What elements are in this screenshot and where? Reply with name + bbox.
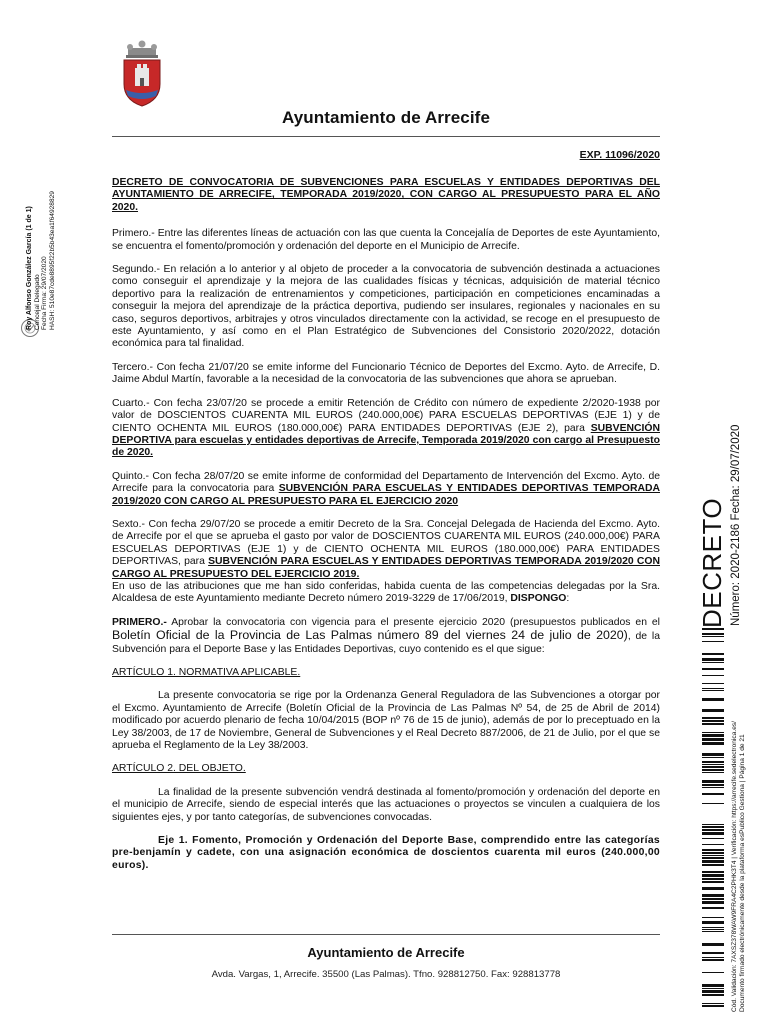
verification-platform: Documento firmado electrónicamente desde la plataforma esPublico Gestiona | Página 1 de 21 [738, 734, 746, 1012]
paragraph-quinto-text: Quinto.- Con fecha 28/07/20 se emite informe de conformidad del Departamento de Intervención del Excmo. Ayto. de Arrecife para la convocatoria para [112, 470, 660, 495]
signer-name: Roy Alfonso González García (1 de 1) [26, 206, 33, 330]
primero-text-c: , de la Subvención para el Deporte Base y las Entidades Deportivas, cuyo contenido es el que sigue: [112, 631, 660, 655]
coat-of-arms-logo [118, 38, 166, 108]
paragraph-uso-text: En uso de las atribuciones que me han sido conferidas, habida cuenta de las competencias delegadas por la Sra. Alcaldesa de este Ayuntamiento mediante Decreto número 2019-3229 de 17/06/2019, [112, 580, 660, 605]
paragraph-primero-dispone [112, 617, 660, 656]
paragraph-cuarto [112, 398, 660, 460]
article-1-body: La presente convocatoria se rige por la Ordenanza General Reguladora de las Subvenciones a otorgar por el Excmo. Ayuntamiento de Arrecife (Boletín Oficial de la Provincia de Las Palmas Nº 54, de 25 de Abril de 2014) modificado por acuerdo plenario de fecha 10/04/2015 (BOP nº 76 de 15 de junio), además de por lo preceptuado en la Ley 38/2003, de 17 de Noviembre, General de Subvenciones y el Real Decreto 887/2006, de 21 de Julio, por el que se aprueba el Reglamento de la Ley 38/2003. [112, 690, 660, 752]
paragraph-uso [112, 581, 660, 606]
primero-label: PRIMERO.- [112, 616, 167, 628]
header-title: Ayuntamiento de Arrecife [281, 108, 491, 127]
dispongo-colon: : [566, 593, 570, 605]
signer-role: Concejal Delegado [33, 274, 41, 330]
primero-boletin: Boletín Oficial de la Provincia de Las Palmas número 89 del viernes 24 de julio de 2020) [112, 628, 628, 643]
document-body [112, 177, 660, 883]
article-1-title: ARTÍCULO 1. NORMATIVA APLICABLE. [112, 667, 301, 678]
paragraph-primero: Primero.- Entre las diferentes líneas de actuación con las que cuenta la Concejalía de Deportes de este Ayuntamiento, se encuentra el fomento/promoción y ordenación del deporte en el Municipio de Arrecife. [112, 228, 660, 252]
verification-code: Cód. Validación: 7AXSZ378WAW9FRA4C2PHK3T4 | Verificación: https://arrecife.sedelectronica.es/ [731, 721, 738, 1012]
dispongo-label: DISPONGO [510, 593, 567, 605]
paragraph-quinto-highlight: SUBVENCIÓN PARA ESCUELAS Y ENTIDADES DEPORTIVAS TEMPORADA 2019/2020 CON CARGO AL PRESUPUESTO PARA EL EJERCICIO 2020 [112, 483, 660, 507]
expedient-number: EXP. 11096/2020 [579, 149, 660, 161]
article-2-title: ARTÍCULO 2. DEL OBJETO. [112, 763, 246, 775]
decree-number-date: Número: 2020-2186 Fecha: 29/07/2020 [730, 424, 742, 626]
footer-title: Ayuntamiento de Arrecife [307, 945, 465, 960]
eje-1-paragraph: Eje 1. Fomento, Promoción y Ordenación del Deporte Base, comprendido entre las categorías pre-benjamín y cadete, con una asignación económica de doscientos cuarenta mil euros (240.000,00 euros). [112, 835, 660, 871]
signature-hash: HASH: 510e87cde8895f22b5b43ea1f64928829 [48, 191, 56, 330]
footer-address: Avda. Vargas, 1, Arrecife. 35500 (Las Palmas). Tfno. 928812750. Fax: 928813778 [211, 969, 561, 980]
paragraph-segundo: Segundo.- En relación a lo anterior y al objeto de proceder a la convocatoria de subvención destinada a actuaciones como conseguir el aprendizaje y la mejora de las cualidades físicas y técnicas, adquisición de material técnico deportivo para la realización de entrenamientos y competiciones, participación en competiciones encaminadas a conseguir la mejora del aprendizaje de la práctica deportiva, pudiendo ser insulares, regionales y nacionales en su caso, seguros deportivos, arbitrajes y otros vinculados directamente con la actividad, se recoge en el presupuesto de este Ayuntamiento, y así como en el Plan Estratégico de Subvenciones del Consistorio 2020/2022, dotación económica para tal finalidad. [112, 264, 660, 350]
barcode-icon [702, 628, 724, 1008]
signature-date: Fecha Firma: 29/07/2020 [41, 256, 49, 330]
paragraph-sexto-highlight: SUBVENCIÓN PARA ESCUELAS Y ENTIDADES DEPORTIVAS TEMPORADA 2019/2020 CON CARGO AL PRESUPUESTO DEL EJERCICIO 2019. [112, 556, 660, 580]
decree-title: DECRETO DE CONVOCATORIA DE SUBVENCIONES PARA ESCUELAS Y ENTIDADES DEPORTIVAS DEL AYUNTAMIENTO DE ARRECIFE, TEMPORADA 2019/2020, CON CARGO AL PRESUPUESTO PARA EL AÑO 2020. [112, 177, 660, 213]
paragraph-cuarto-text: Cuarto.- Con fecha 23/07/20 se procede a emitir Retención de Crédito con número de expediente 2/2020-1938 por valor de DOSCIENTOS CUARENTA MIL EUROS (240.000,00€) PARA ESCUELAS DEPORTIVAS (EJE 1) y de CIENTO OCHENTA MIL EUROS (180.000,00€) PARA ENTIDADES DEPORTIVAS (EJE 2), para [112, 397, 660, 434]
paragraph-tercero: Tercero.- Con fecha 21/07/20 se emite informe del Funcionario Técnico de Deportes del Excmo. Ayto. de Arrecife, D. Jaime Abdul Martín, favorable a la necesidad de la convocatoria de las subvenciones que ahora se aprueban. [112, 361, 660, 386]
paragraph-sexto-text: Sexto.- Con fecha 29/07/20 se procede a emitir Decreto de la Sra. Concejal Delegada de Hacienda del Excmo. Ayto. de Arrecife por el que se aprueba el gasto por valor de DOSCIENTOS CUARENTA MIL EUROS (240.000,00€) PARA ESCUELAS DEPORTIVAS (EJE 1) y de CIENTO OCHENTA MIL EUROS (180.000,00€) PARA ENTIDADES DEPORTIVAS, para [112, 518, 660, 568]
paragraph-quinto [112, 471, 660, 508]
paragraph-sexto [112, 519, 660, 581]
footer-divider [112, 934, 660, 935]
header-divider [112, 136, 660, 137]
article-2-body: La finalidad de la presente subvención vendrá destinada al fomento/promoción y ordenación del deporte en el municipio de Arrecife, siendo de especial interés que las actuaciones o proyectos se vinculen a cualquiera de los siguientes ejes, y por tanto categorías, de subvenciones convocadas. [112, 786, 660, 823]
decreto-label: DECRETO [697, 497, 727, 628]
paragraph-cuarto-highlight: SUBVENCIÓN DEPORTIVA para escuelas y entidades deportivas de Arrecife, Temporada 2019/2020 con cargo al Presupuesto de 2020. [112, 422, 660, 459]
primero-text-a: Aprobar la convocatoria con vigencia para el presente ejercicio 2020 (presupuestos publicados en el [166, 616, 660, 628]
